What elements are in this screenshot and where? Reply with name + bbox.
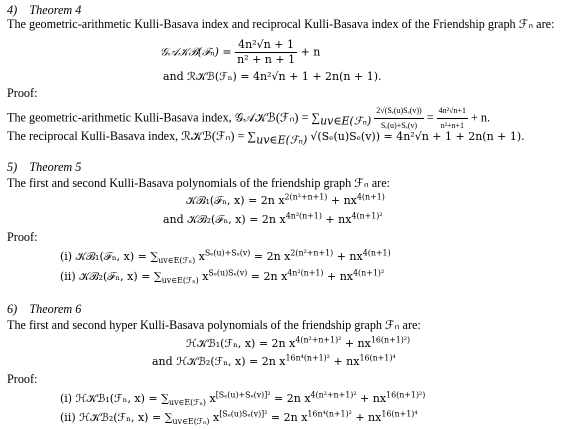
proof-ii-lhs: (ii) ℋ𝒦ℬ₂(ℱₙ, x) = ∑	[60, 411, 173, 424]
hkb1-exp-1: 4(n²+n+1)²	[295, 335, 342, 345]
theorem5-equation-2	[163, 213, 383, 227]
sum-subscript: uv∈E(ℱₙ)	[172, 417, 210, 427]
proof-i-plus: + nx	[333, 250, 363, 263]
hkb2-exp-2: 16(n+1)⁴	[359, 353, 396, 363]
theorem6-heading: 6) Theorem 6	[7, 302, 82, 316]
proof-ii-x: x	[209, 411, 220, 424]
proof-ii-plus: + nx	[323, 270, 353, 283]
hkb2-lhs: ℋ𝒦ℬ₂(ℱₙ, x) = 2n x	[176, 355, 286, 368]
theorem4-proof-label: Proof:	[7, 86, 38, 100]
sum-subscript: uv∈E(ℱₙ)	[320, 114, 372, 128]
proof-line-2-text: The reciprocal Kulli-Basava index, ℛ𝒦ℬ(ℱₙ) = ∑	[7, 129, 257, 143]
proof-ii-exp-2: 4n²(n+1)	[287, 268, 324, 278]
hkb1-exp-2: 16(n+1)²)	[370, 335, 411, 345]
proof-ii-exp: [Sₑ(u)Sₑ(v)]²	[219, 409, 268, 419]
proof-i-exp: Sₑ(u)+Sₑ(v)	[204, 248, 251, 258]
theorem6-equation-1	[186, 337, 410, 351]
proof-ii-exp-3: 4(n+1)²	[353, 268, 385, 278]
kb2-plus: + nx	[321, 213, 352, 226]
proof-ii-exp: Sₑ(u)Sₑ(v)	[208, 268, 248, 278]
proof-ii-exp-2: 16n⁴(n+1)²	[307, 409, 352, 419]
hkb1-lhs: ℋ𝒦ℬ₁(ℱₙ, x) = 2n x	[186, 337, 296, 350]
theorem5-heading: 5) Theorem 5	[7, 160, 82, 174]
theorem4-statement: The geometric-arithmetic Kulli-Basava index and reciprocal Kulli-Basava index of the Friendship graph ℱₙ are:	[7, 17, 555, 31]
proof-line-1-text: The geometric-arithmetic Kulli-Basava index, 𝒢𝒜𝒦ℬ(ℱₙ) = ∑	[7, 110, 321, 125]
theorem6-proof-label: Proof:	[7, 372, 38, 386]
kb2-lhs: 𝒦ℬ₂(ℱₙ, x) = 2n x	[187, 213, 286, 226]
kb2-exp-2: 4(n+1)²	[351, 211, 383, 221]
theorem6-statement: The first and second hyper Kulli-Basava polynomials of the friendship graph ℱₙ are:	[7, 318, 421, 332]
and-text: and	[152, 355, 173, 368]
and-text: and	[163, 213, 184, 226]
kb1-exp-1: 2(n²+n+1)	[284, 192, 328, 202]
gakb-fraction-numerator: 4n²√n + 1	[235, 38, 297, 53]
proof-i-exp-2: 2(n²+n+1)	[290, 248, 334, 258]
proof-ii-eq: = 2n x	[247, 270, 288, 283]
gakb-fraction-denominator: n² + n + 1	[237, 53, 296, 66]
proof-fraction-2-numerator: 4n²√n+1	[437, 104, 468, 119]
hkb1-plus: + nx	[341, 337, 371, 350]
proof-ii-exp-3: 16(n+1)⁴	[381, 409, 418, 419]
sum-subscript: uv∈E(ℱₙ)	[169, 398, 206, 408]
theorem6-proof-i	[60, 392, 425, 406]
theorem4-equation-2: and ℛ𝒦ℬ(ℱₙ) = 4n²√n + 1 + 2n(n + 1).	[163, 70, 382, 83]
theorem5-proof-ii	[60, 270, 384, 284]
kb1-plus: + nx	[327, 194, 357, 207]
theorem6-equation-2	[152, 355, 396, 369]
proof-fraction-1-numerator: 2√(Sₑ(u)Sₑ(v))	[374, 104, 423, 119]
proof-i-eq: = 2n x	[270, 392, 311, 405]
theorem5-equation-1	[186, 194, 385, 208]
proof-i-exp-2: 4(n²+n+1)²	[310, 390, 357, 400]
equals-sign: =	[426, 110, 434, 125]
kb2-exp-1: 4n²(n+1)	[285, 211, 322, 221]
proof-line-1-end: + n.	[471, 110, 491, 125]
proof-ii-eq: = 2n x	[267, 411, 308, 424]
proof-i-exp-3: 4(n+1)	[362, 248, 391, 258]
proof-ii-x: x	[198, 270, 209, 283]
theorem4-equation-1	[160, 38, 320, 67]
proof-line-2-end: √(Sₑ(u)Sₑ(v)) = 4n²√n + 1 + 2n(n + 1).	[310, 130, 525, 143]
proof-i-x: x	[195, 250, 205, 263]
theorem6-proof-ii	[60, 411, 418, 425]
proof-i-lhs: (i) ℋ𝒦ℬ₁(ℱₙ, x) = ∑	[60, 392, 169, 405]
proof-i-exp: [Sₑ(u)+Sₑ(v)]²	[215, 390, 271, 400]
hkb2-plus: + nx	[329, 355, 360, 368]
gakb-lhs: 𝒢𝒜𝒦ℬ(ℱₙ) =	[160, 45, 232, 59]
proof-ii-lhs: (ii) 𝒦ℬ₂(ℱₙ, x) = ∑	[60, 270, 162, 283]
theorem4-heading: 4) Theorem 4	[7, 3, 82, 17]
theorem5-proof-label: Proof:	[7, 230, 38, 244]
proof-i-plus: + nx	[356, 392, 387, 405]
sum-subscript: uv∈E(ℱₙ)	[158, 256, 196, 266]
proof-i-eq: = 2n x	[250, 250, 291, 263]
gakb-plus-n: + n	[300, 45, 321, 59]
theorem4-proof-line-2	[7, 129, 525, 147]
proof-ii-plus: + nx	[351, 411, 382, 424]
proof-i-x: x	[206, 392, 216, 405]
hkb2-exp-1: 16n⁴(n+1)²	[285, 353, 330, 363]
proof-fraction-2-denominator: n²+n+1	[440, 121, 464, 130]
gakb-fraction	[235, 38, 297, 67]
sum-subscript: uv∈E(ℱₙ)	[256, 133, 308, 147]
kb1-lhs: 𝒦ℬ₁(ℱₙ, x) = 2n x	[186, 194, 285, 207]
theorem5-proof-i	[60, 250, 391, 264]
theorem5-statement: The first and second Kulli-Basava polynomials of the friendship graph ℱₙ are:	[7, 176, 391, 190]
proof-fraction-1-denominator: Sₑ(u)+Sₑ(v)	[380, 121, 418, 130]
proof-i-exp-3: 16(n+1)²)	[386, 390, 426, 400]
proof-i-lhs: (i) 𝒦ℬ₁(ℱₙ, x) = ∑	[60, 250, 159, 263]
kb1-exp-2: 4(n+1)	[356, 192, 385, 202]
sum-subscript: uv∈E(ℱₙ)	[161, 276, 199, 286]
